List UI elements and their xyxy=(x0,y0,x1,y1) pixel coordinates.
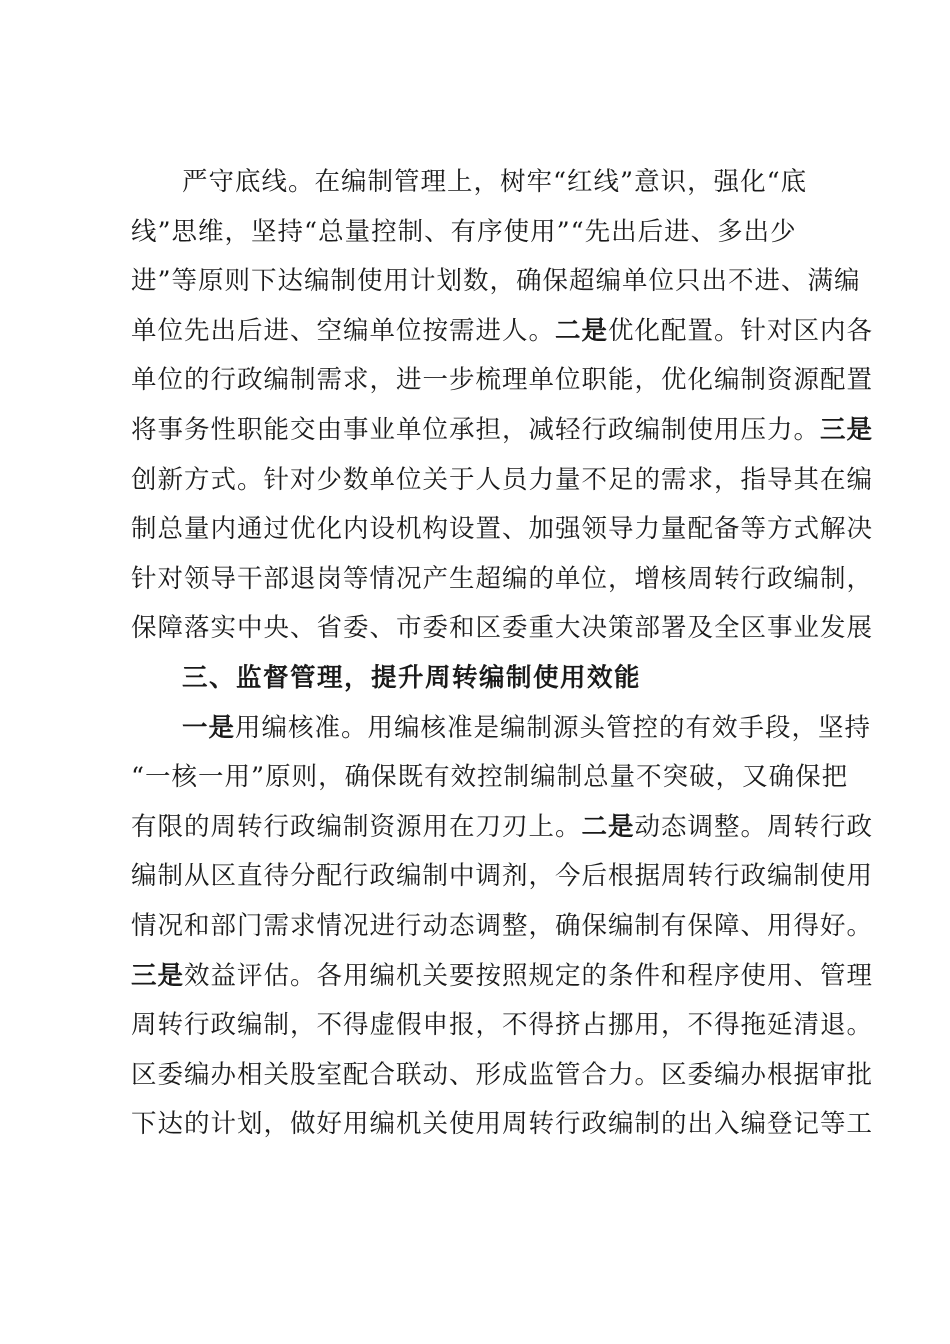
text-line xyxy=(131,257,861,307)
text-segment: 进”等原则下达编制使用计划数，确保超编单位只出不进、满编 xyxy=(131,266,861,297)
text-run: 用编核准。用编核准是编制源头管控的有效手段，坚持 xyxy=(235,712,872,743)
text-line xyxy=(131,456,874,506)
text-segment xyxy=(131,307,873,357)
text-line xyxy=(131,208,851,258)
text-segment: 编制从区直待分配行政编制中调剂，今后根据周转行政编制使用 xyxy=(131,861,874,892)
section-heading-text: 三、监督管理，提升周转编制使用效能 xyxy=(182,662,642,693)
bold-marker: 一是 xyxy=(182,712,236,743)
text-segment xyxy=(131,803,873,853)
text-line xyxy=(131,307,874,357)
text-line xyxy=(131,704,872,754)
text-line xyxy=(131,952,874,1002)
text-line xyxy=(131,803,874,853)
text-line xyxy=(131,753,851,803)
text-segment: 情况和部门需求情况进行动态调整，确保编制有保障、用得好。 xyxy=(131,910,874,941)
text-line xyxy=(131,1001,874,1051)
text-line xyxy=(131,505,874,555)
text-run: 将事务性职能交由事业单位承担，减轻行政编制使用压力。 xyxy=(131,414,821,445)
text-line xyxy=(131,555,874,605)
document-body xyxy=(131,158,874,1150)
text-line xyxy=(131,406,874,456)
text-segment: 线”思维，坚持“总量控制、有序使用”“先出后进、多出少 xyxy=(131,216,797,247)
text-segment: 针对领导干部退岗等情况产生超编的单位，增核周转行政编制， xyxy=(131,563,874,594)
text-line xyxy=(131,1051,874,1101)
text-segment xyxy=(182,704,871,754)
text-line xyxy=(131,604,874,654)
text-line xyxy=(131,356,874,406)
text-segment: 创新方式。针对少数单位关于人员力量不足的需求，指导其在编 xyxy=(131,464,874,495)
bold-marker: 三是 xyxy=(820,414,874,445)
text-run: 单位先出后进、空编单位按需进人。 xyxy=(131,315,556,346)
text-segment: “一核一用”原则，确保既有效控制编制总量不突破，又确保把 xyxy=(131,762,849,793)
text-run: 效益评估。各用编机关要按照规定的条件和程序使用、管理 xyxy=(184,960,874,991)
text-segment xyxy=(131,952,873,1002)
text-line xyxy=(131,852,874,902)
text-line xyxy=(131,1100,874,1150)
section-heading xyxy=(131,654,851,704)
text-segment xyxy=(131,406,873,456)
bold-marker: 二是 xyxy=(555,315,609,346)
text-segment: 保障落实中央、省委、市委和区委重大决策部署及全区事业发展 xyxy=(131,613,874,644)
text-run: 动态调整。周转行政 xyxy=(634,811,874,842)
bold-marker: 三是 xyxy=(131,960,185,991)
text-segment: 下达的计划，做好用编机关使用周转行政编制的出入编登记等工 xyxy=(131,1109,874,1140)
text-run: 有限的周转行政编制资源用在刀刃上。 xyxy=(131,811,582,842)
text-line xyxy=(131,158,851,208)
bold-marker: 二是 xyxy=(581,811,635,842)
text-line xyxy=(131,902,874,952)
text-segment: 周转行政编制，不得虚假申报，不得挤占挪用，不得拖延清退。 xyxy=(131,1010,874,1041)
text-segment: 制总量内通过优化内设机构设置、加强领导力量配备等方式解决 xyxy=(131,514,874,545)
text-segment: 区委编办相关股室配合联动、形成监管合力。区委编办根据审批 xyxy=(131,1059,874,1090)
text-segment: 单位的行政编制需求，进一步梳理单位职能，优化编制资源配置 xyxy=(131,365,874,396)
text-segment: 严守底线。在编制管理上，树牢“红线”意识，强化“底 xyxy=(182,167,808,197)
text-run: 优化配置。针对区内各 xyxy=(608,315,874,346)
